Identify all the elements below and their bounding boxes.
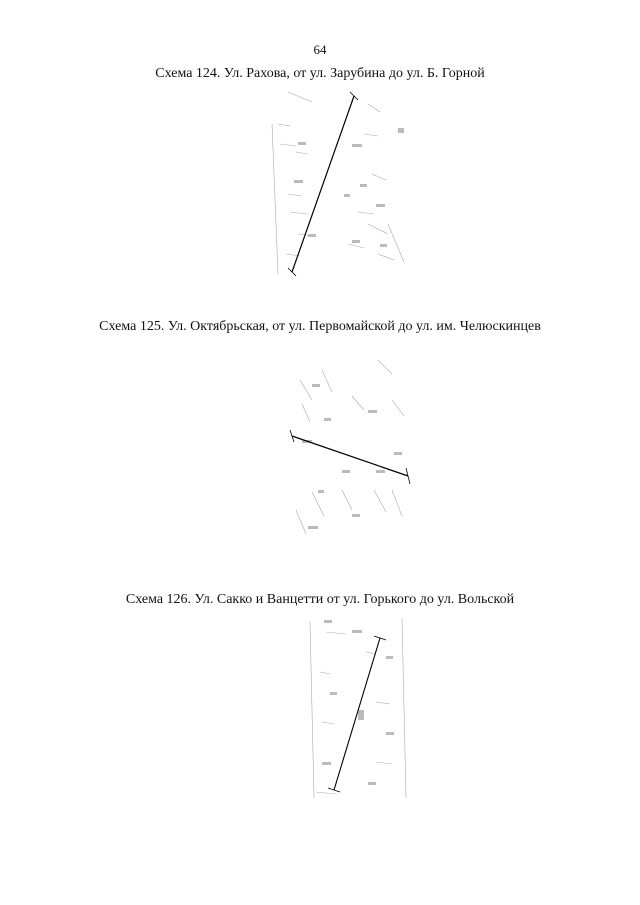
scheme-124-caption: Схема 124. Ул. Рахова, от ул. Зарубина до ул. Б. Горной	[155, 66, 485, 81]
scheme-125-map	[282, 340, 416, 538]
page-number: 64	[313, 42, 327, 57]
scheme-124-map	[268, 84, 410, 276]
scheme-126-caption: Схема 126. Ул. Сакко и Ванцетти от ул. Горького до ул. Вольской	[125, 592, 515, 607]
scheme-126-map	[306, 612, 410, 802]
scheme-125-caption: Схема 125. Ул. Октябрьская, от ул. Первомайской до ул. им. Челюскинцев	[99, 319, 541, 334]
